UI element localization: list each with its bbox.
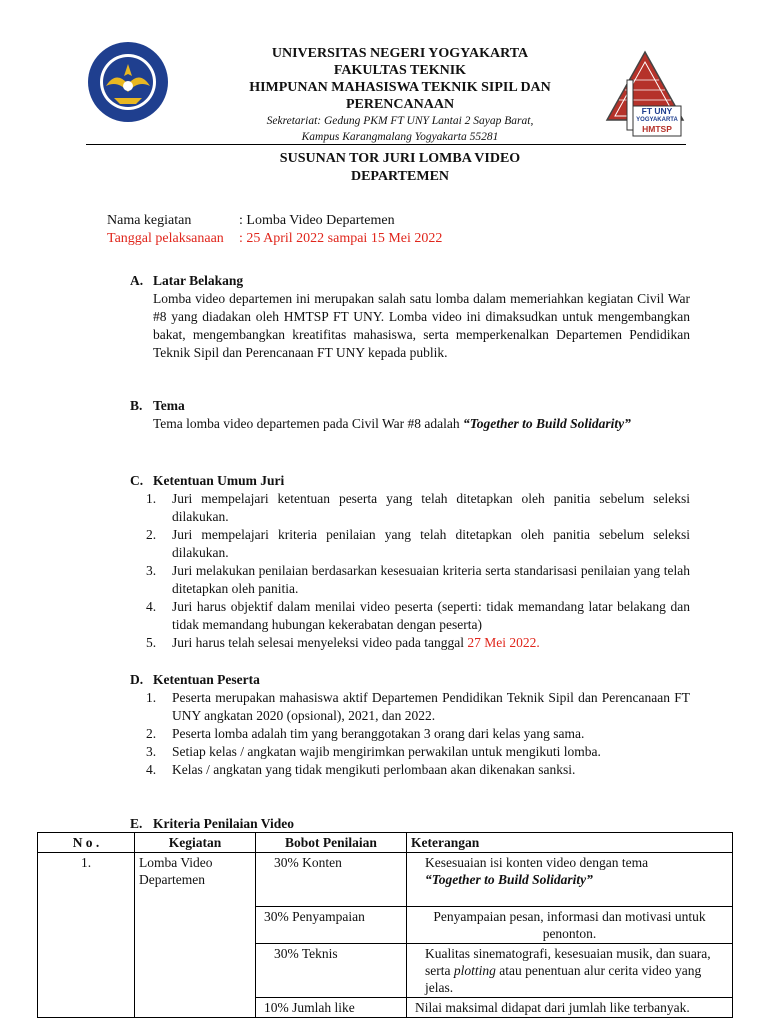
table-row — [38, 853, 733, 907]
meta-date-value: : 25 April 2022 sampai 15 Mei 2022 — [239, 231, 443, 246]
participant-rules-list — [130, 689, 690, 779]
list-item: 4. Kelas / angkatan yang tidak mengikuti perlombaan akan dikenakan sanksi. — [146, 762, 576, 777]
list-item: 2. Peserta lomba adalah tim yang beranggotakan 3 orang dari kelas yang sama. — [146, 726, 585, 741]
section-d-heading: D. Ketentuan Peserta — [130, 672, 260, 687]
criteria-table — [37, 832, 733, 1018]
activity-name: Lomba Video Departemen — [135, 853, 256, 1018]
title-line2: DEPARTEMEN — [350, 169, 450, 184]
list-item: 3. Juri melakukan penilaian berdasarkan kesesuaian kriteria serta standarisasi penilaian yang telah ditetapkan oleh panitia. — [146, 563, 690, 596]
section-b-heading: B. Tema — [130, 398, 185, 413]
col-header-bobot: Bobot Penilaian — [256, 833, 407, 853]
section-a — [130, 272, 690, 362]
section-e — [130, 815, 690, 833]
section-b — [130, 397, 690, 433]
description-cell: Nilai maksimal didapat dari jumlah like terbanyak. — [407, 998, 733, 1018]
section-b-body: Tema lomba video departemen pada Civil War #8 adalah “Together to Build Solidarity” — [153, 416, 631, 431]
row-number: 1. — [38, 853, 135, 1018]
col-header-keterangan: Keterangan — [407, 833, 733, 853]
description-cell: Kesesuaian isi konten video dengan tema “Together to Build Solidarity” — [407, 853, 733, 907]
hmtsp-logo — [605, 50, 685, 138]
header-divider — [86, 144, 686, 145]
letterhead — [200, 45, 600, 145]
organization-name-line2: PERENCANAAN — [345, 97, 455, 112]
theme-text: “Together to Build Solidarity” — [463, 416, 631, 431]
title-line1: SUSUNAN TOR JURI LOMBA VIDEO — [279, 151, 521, 166]
deadline-date: 27 Mei 2022. — [467, 635, 540, 650]
list-item: 4. Juri harus objektif dalam menilai video peserta (seperti: tidak memandang latar belakang dan tidak memandang hubungan kekerabatan dengan peserta) — [146, 599, 690, 632]
list-item: 3. Setiap kelas / angkatan wajib mengirimkan perwakilan untuk mengikuti lomba. — [146, 744, 601, 759]
university-logo — [86, 40, 170, 124]
hmtsp-logo-text: FT UNY YOGYAKARTA HMTSP — [636, 106, 678, 134]
list-item: 5. Juri harus telah selesai menyeleksi video pada tanggal 27 Mei 2022. — [146, 635, 540, 650]
meta-date-label: Tanggal pelaksanaan — [107, 231, 224, 246]
meta-name-label: Nama kegiatan — [107, 213, 192, 228]
organization-name-line1: HIMPUNAN MAHASISWA TEKNIK SIPIL DAN — [249, 80, 551, 95]
address-line1: Sekretariat: Gedung PKM FT UNY Lantai 2 Sayap Barat, — [266, 115, 534, 127]
weight-cell: 30% Konten — [256, 853, 407, 907]
meta-date-row — [107, 230, 442, 248]
faculty-name: FAKULTAS TEKNIK — [333, 63, 467, 78]
table-header-row — [38, 833, 733, 853]
section-c-heading: C. Ketentuan Umum Juri — [130, 473, 285, 488]
list-item: 1. Peserta merupakan mahasiswa aktif Departemen Pendidikan Teknik Sipil dan Perencanaan FT UNY angkatan 2020 (opsional), 2021, dan 2022. — [146, 690, 690, 723]
meta-name-value: : Lomba Video Departemen — [239, 213, 395, 228]
event-meta — [107, 212, 442, 248]
section-a-heading: A. Latar Belakang — [130, 273, 244, 288]
description-cell: Penyampaian pesan, informasi dan motivasi untuk penonton. — [407, 907, 733, 944]
weight-cell: 30% Teknis — [256, 944, 407, 998]
meta-name-row — [107, 212, 442, 230]
col-header-no: N o . — [38, 833, 135, 853]
university-name: UNIVERSITAS NEGERI YOGYAKARTA — [271, 46, 529, 61]
weight-cell: 30% Penyampaian — [256, 907, 407, 944]
description-cell: Kualitas sinematografi, kesesuaian musik, dan suara, serta plotting atau penentuan alur cerita video yang jelas. — [407, 944, 733, 998]
list-item: 2. Juri mempelajari kriteria penilaian yang telah ditetapkan oleh panitia sebelum seleksi dilakukan. — [146, 527, 690, 560]
judge-rules-list — [130, 490, 690, 652]
section-d — [130, 671, 690, 779]
weight-cell: 10% Jumlah like — [256, 998, 407, 1018]
section-e-heading: E. Kriteria Penilaian Video — [130, 816, 294, 831]
list-item: 1. Juri mempelajari ketentuan peserta yang telah ditetapkan oleh panitia sebelum seleksi dilakukan. — [146, 491, 690, 524]
section-c — [130, 472, 690, 652]
col-header-kegiatan: Kegiatan — [135, 833, 256, 853]
document-title — [200, 150, 600, 186]
address-line2: Kampus Karangmalang Yogyakarta 55281 — [301, 131, 499, 143]
section-a-body: Lomba video departemen ini merupakan salah satu lomba dalam memeriahkan kegiatan Civil War #8 yang diadakan oleh HMTSP FT UNY. Lomba video ini dimaksudkan untuk mengembangkan bakat, mengembangkan kreatifitas mahasiswa, serta memperkenalkan Departemen Pendidikan Teknik Sipil dan Perencanaan FT UNY kepada publik. — [153, 291, 690, 360]
